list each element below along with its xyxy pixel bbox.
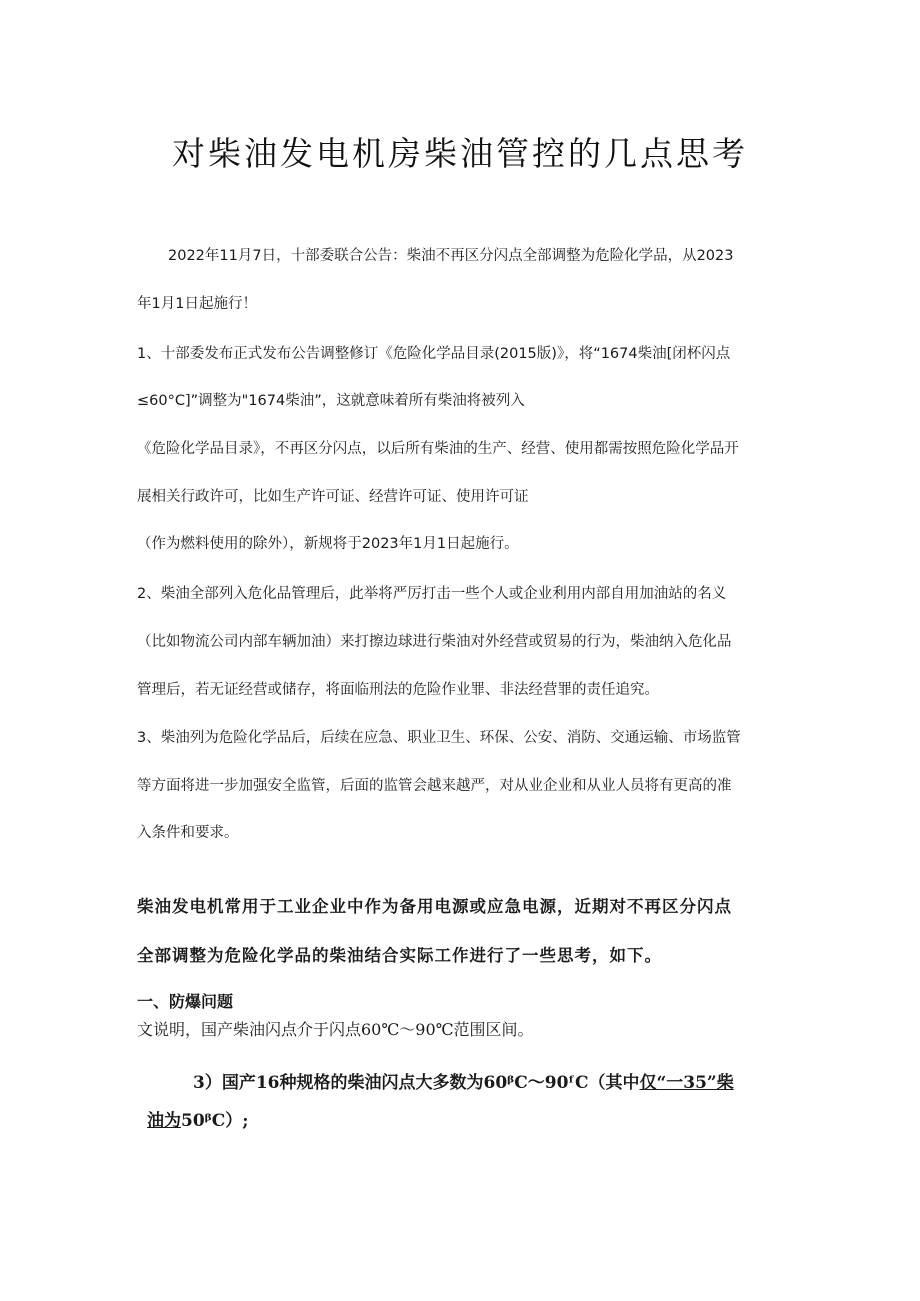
- intro-line-2: 全部调整为危险化学品的柴油结合实际工作进行了一些思考，如下。: [137, 946, 662, 965]
- point2-line-1: 2、柴油全部列入危化品管理后，此举将严厉打击一些个人或企业利用内部自用加油站的名义: [137, 586, 727, 602]
- intro-line-1: 柴油发电机常用于工业企业中作为备用电源或应急电源，近期对不再区分闪点: [137, 897, 732, 916]
- page-title: 对柴油发电机房柴油管控的几点思考: [172, 134, 748, 173]
- point1-line-4: 展相关行政许可，比如生产许可证、经营许可证、使用许可证: [137, 489, 529, 505]
- point2-line-2: （比如物流公司内部车辆加油）来打擦边球进行柴油对外经营或贸易的行为，柴油纳入危化品: [137, 634, 732, 650]
- section-heading: 一、防爆问题: [137, 992, 234, 1011]
- item3-underlined-part: 仅“一35”柴: [639, 1073, 734, 1093]
- point3-line-2: 等方面将进一步加强安全监管，后面的监管会越来越严，对从业企业和从业人员将有更高的准: [137, 778, 732, 794]
- notice-line-1: 2022年11月7日，十部委联合公告：柴油不再区分闪点全部调整为危险化学品，从2023: [168, 248, 734, 264]
- item3-underlined-line2: 油为: [147, 1111, 181, 1131]
- section-text: 文说明，国产柴油闪点介于闪点60℃～90℃范围区间。: [137, 1020, 534, 1039]
- point3-line-3: 入条件和要求。: [137, 825, 239, 841]
- point1-line-2: ≤60°C]”调整为"1674柴油”，这就意味着所有柴油将被列入: [137, 393, 525, 409]
- point2-line-3: 管理后，若无证经营或储存，将面临刑法的危险作业罪、非法经营罪的责任追究。: [137, 682, 659, 698]
- notice-line-2: 年1月1日起施行！: [137, 296, 257, 312]
- item3-line2-rest: 50ᵝC）;: [181, 1111, 249, 1131]
- point1-line-1: 1、十部委发布正式发布公告调整修订《危险化学品目录(2015版)》，将“1674柴油[闭杯闪点: [137, 346, 731, 362]
- point1-line-5: （作为燃料使用的除外），新规将于2023年1月1日起施行。: [137, 536, 519, 552]
- item3-line-2: [147, 1106, 249, 1131]
- point1-line-3: 《危险化学品目录》，不再区分闪点，以后所有柴油的生产、经营、使用都需按照危险化学品开: [137, 441, 739, 457]
- point3-line-1: 3、柴油列为危险化学品后，后续在应急、职业卫生、环保、公安、消防、交通运输、市场监管: [137, 730, 741, 746]
- item3-part1: 3）国产16种规格的柴油闪点大多数为60ᵝC～90ᶠC（其中: [193, 1073, 640, 1093]
- item3-line-1: [193, 1068, 734, 1093]
